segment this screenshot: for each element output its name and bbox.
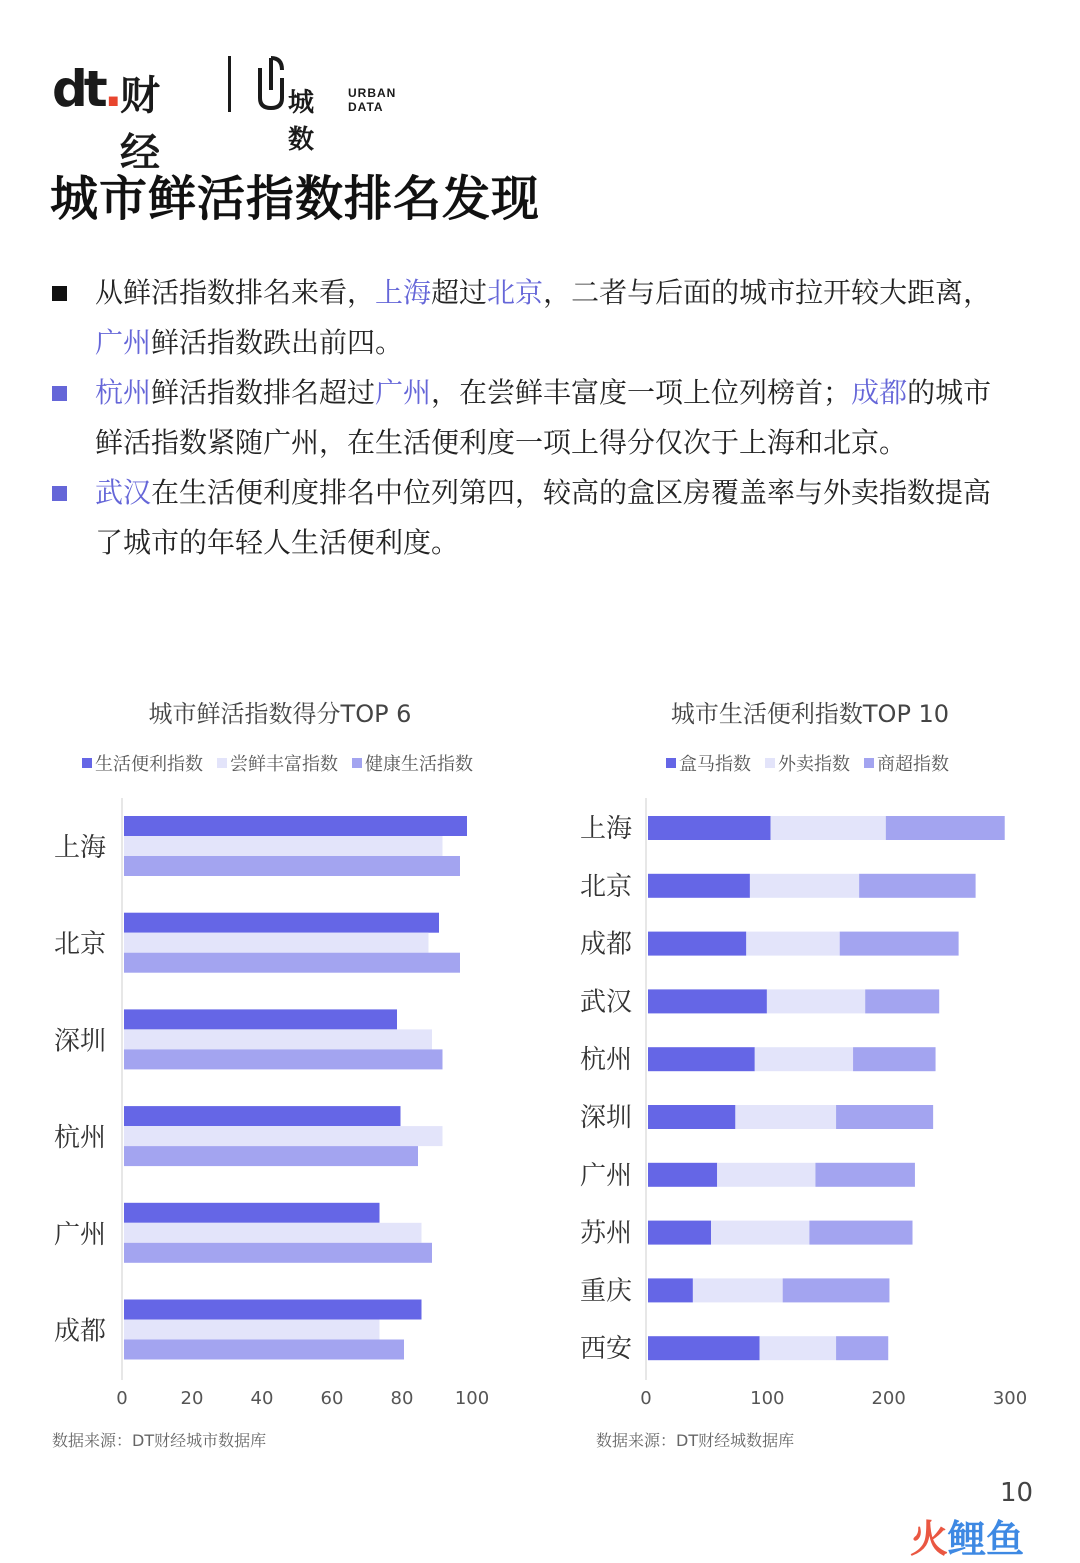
bar-深圳-外卖指数 [735, 1105, 836, 1129]
finding-text: 鲜活指数排名超过 [151, 376, 376, 409]
bar-广州-盒马指数 [648, 1163, 717, 1187]
category-label: 武汉 [580, 987, 633, 1018]
bar-广州-生活便利指数 [124, 1203, 380, 1223]
city-highlight: 上海 [375, 276, 432, 309]
bar-武汉-商超指数 [865, 989, 939, 1013]
legend-label: 生活便利指数 [95, 754, 203, 775]
finding-item [52, 268, 1012, 368]
bar-重庆-盒马指数 [648, 1278, 693, 1302]
urban-data-u-icon [256, 54, 286, 112]
category-label: 上海 [580, 814, 633, 844]
bar-西安-盒马指数 [648, 1336, 760, 1360]
city-highlight: 北京 [487, 276, 544, 309]
bar-广州-商超指数 [815, 1163, 914, 1187]
city-highlight: 广州 [375, 376, 432, 409]
finding-text: 从鲜活指数排名来看， [95, 276, 376, 309]
bar-成都-尝鲜丰富指数 [124, 1320, 380, 1340]
city-highlight: 杭州 [95, 376, 152, 409]
bar-武汉-盒马指数 [648, 989, 767, 1013]
bar-深圳-尝鲜丰富指数 [124, 1029, 432, 1049]
bar-北京-尝鲜丰富指数 [124, 933, 429, 953]
bar-上海-生活便利指数 [124, 816, 467, 836]
bar-广州-尝鲜丰富指数 [124, 1223, 422, 1243]
city-highlight: 武汉 [95, 476, 152, 509]
finding-text: 超过 [431, 276, 488, 309]
bar-北京-健康生活指数 [124, 953, 460, 973]
category-label: 深圳 [580, 1103, 633, 1133]
x-tick-label: 0 [640, 1388, 652, 1409]
legend-label: 盒马指数 [679, 754, 751, 775]
bar-重庆-商超指数 [783, 1278, 890, 1302]
x-tick-label: 100 [750, 1388, 785, 1409]
category-label: 成都 [580, 929, 633, 960]
urban-logo-cn: 城数 [288, 88, 315, 155]
bar-上海-健康生活指数 [124, 856, 460, 876]
legend-label: 商超指数 [877, 754, 949, 775]
page-number: 10 [1000, 1478, 1034, 1508]
bar-北京-商超指数 [859, 874, 975, 898]
finding-item [52, 368, 1012, 468]
finding-text: 的城市 [907, 376, 992, 409]
bar-深圳-商超指数 [836, 1105, 933, 1129]
category-label: 广州 [580, 1160, 633, 1191]
city-highlight: 成都 [851, 376, 908, 409]
x-tick-label: 300 [992, 1388, 1028, 1409]
category-label: 深圳 [54, 1026, 107, 1057]
finding-text: 鲜活指数跌出前四。 [151, 326, 404, 359]
bar-上海-尝鲜丰富指数 [124, 836, 443, 856]
findings-list [52, 268, 1012, 568]
bar-苏州-商超指数 [809, 1221, 912, 1245]
city-highlight: 广州 [95, 326, 152, 359]
finding-line [95, 368, 1012, 418]
x-tick-label: 0 [116, 1388, 128, 1409]
bar-杭州-盒马指数 [648, 1047, 755, 1071]
category-label: 广州 [54, 1219, 107, 1250]
bar-深圳-健康生活指数 [124, 1049, 443, 1069]
finding-text: 在生活便利度排名中位列第四，较高的盒区房覆盖率与外卖指数提高 [151, 476, 992, 509]
category-label: 上海 [54, 833, 107, 863]
watermark-logo: 火鲤鱼 [910, 1517, 1025, 1561]
bar-西安-外卖指数 [760, 1336, 836, 1360]
x-tick-label: 60 [320, 1388, 344, 1409]
bar-杭州-生活便利指数 [124, 1106, 401, 1126]
bar-杭州-尝鲜丰富指数 [124, 1126, 443, 1146]
category-label: 成都 [54, 1316, 107, 1347]
legend-label: 尝鲜丰富指数 [230, 754, 338, 775]
bar-北京-生活便利指数 [124, 913, 439, 933]
bar-上海-外卖指数 [771, 816, 886, 840]
bar-广州-外卖指数 [717, 1163, 815, 1187]
bar-北京-盒马指数 [648, 874, 750, 898]
bar-成都-生活便利指数 [124, 1300, 422, 1320]
category-label: 苏州 [580, 1218, 633, 1249]
chart2-svg [540, 760, 1060, 1440]
bullet-square-icon [52, 486, 67, 501]
x-tick-label: 40 [250, 1388, 274, 1409]
x-tick-label: 100 [454, 1388, 490, 1409]
category-label: 西安 [580, 1334, 633, 1365]
bar-苏州-盒马指数 [648, 1221, 711, 1245]
bar-成都-健康生活指数 [124, 1340, 404, 1360]
category-label: 杭州 [54, 1123, 107, 1154]
finding-line [95, 468, 1012, 518]
finding-line [95, 518, 1012, 568]
finding-text: ，二者与后面的城市拉开较大距离， [543, 276, 992, 309]
bar-重庆-外卖指数 [693, 1278, 783, 1302]
chart2-title: 城市生活便利指数TOP 10 [670, 700, 950, 728]
bar-北京-外卖指数 [750, 874, 859, 898]
bullet-square-icon [52, 286, 67, 301]
bar-西安-商超指数 [836, 1336, 888, 1360]
bar-武汉-外卖指数 [767, 989, 865, 1013]
finding-text: 了城市的年轻人生活便利度。 [95, 526, 460, 559]
finding-text: 鲜活指数紧随广州，在生活便利度一项上得分仅次于上海和北京。 [95, 426, 908, 459]
finding-line [95, 268, 1012, 318]
finding-item [52, 468, 1012, 568]
x-tick-label: 80 [390, 1388, 414, 1409]
dt-logo: dt. [52, 60, 119, 118]
finding-line [95, 418, 1012, 468]
bar-杭州-外卖指数 [755, 1047, 853, 1071]
logo-divider [228, 56, 231, 112]
bar-上海-盒马指数 [648, 816, 771, 840]
bullet-square-icon [52, 386, 67, 401]
bar-广州-健康生活指数 [124, 1243, 432, 1263]
legend-label: 外卖指数 [778, 754, 850, 775]
chart1-source: 数据来源：DT财经城市数据库 [52, 1431, 267, 1450]
bar-成都-盒马指数 [648, 932, 746, 956]
bar-杭州-健康生活指数 [124, 1146, 418, 1166]
chart2-source: 数据来源：DT财经城数据库 [596, 1431, 795, 1450]
finding-line [95, 318, 1012, 368]
page-title: 城市鲜活指数排名发现 [50, 171, 541, 227]
x-tick-label: 20 [180, 1388, 204, 1409]
category-label: 北京 [54, 929, 107, 960]
chart1-svg [0, 760, 540, 1440]
chart1-title: 城市鲜活指数得分TOP 6 [148, 700, 412, 728]
bar-成都-外卖指数 [746, 932, 839, 956]
bar-上海-商超指数 [886, 816, 1005, 840]
category-label: 杭州 [580, 1045, 633, 1076]
urban-logo-en: URBAN DATA [348, 86, 397, 114]
bar-成都-商超指数 [840, 932, 959, 956]
bar-深圳-盒马指数 [648, 1105, 735, 1129]
category-label: 重庆 [580, 1276, 633, 1307]
bar-苏州-外卖指数 [711, 1221, 809, 1245]
bar-深圳-生活便利指数 [124, 1009, 397, 1029]
dt-logo-cn: 财经 [120, 73, 160, 176]
bar-杭州-商超指数 [853, 1047, 936, 1071]
finding-text: ，在尝鲜丰富度一项上位列榜首； [431, 376, 852, 409]
legend-label: 健康生活指数 [365, 754, 473, 775]
category-label: 北京 [580, 871, 633, 902]
x-tick-label: 200 [871, 1388, 906, 1409]
